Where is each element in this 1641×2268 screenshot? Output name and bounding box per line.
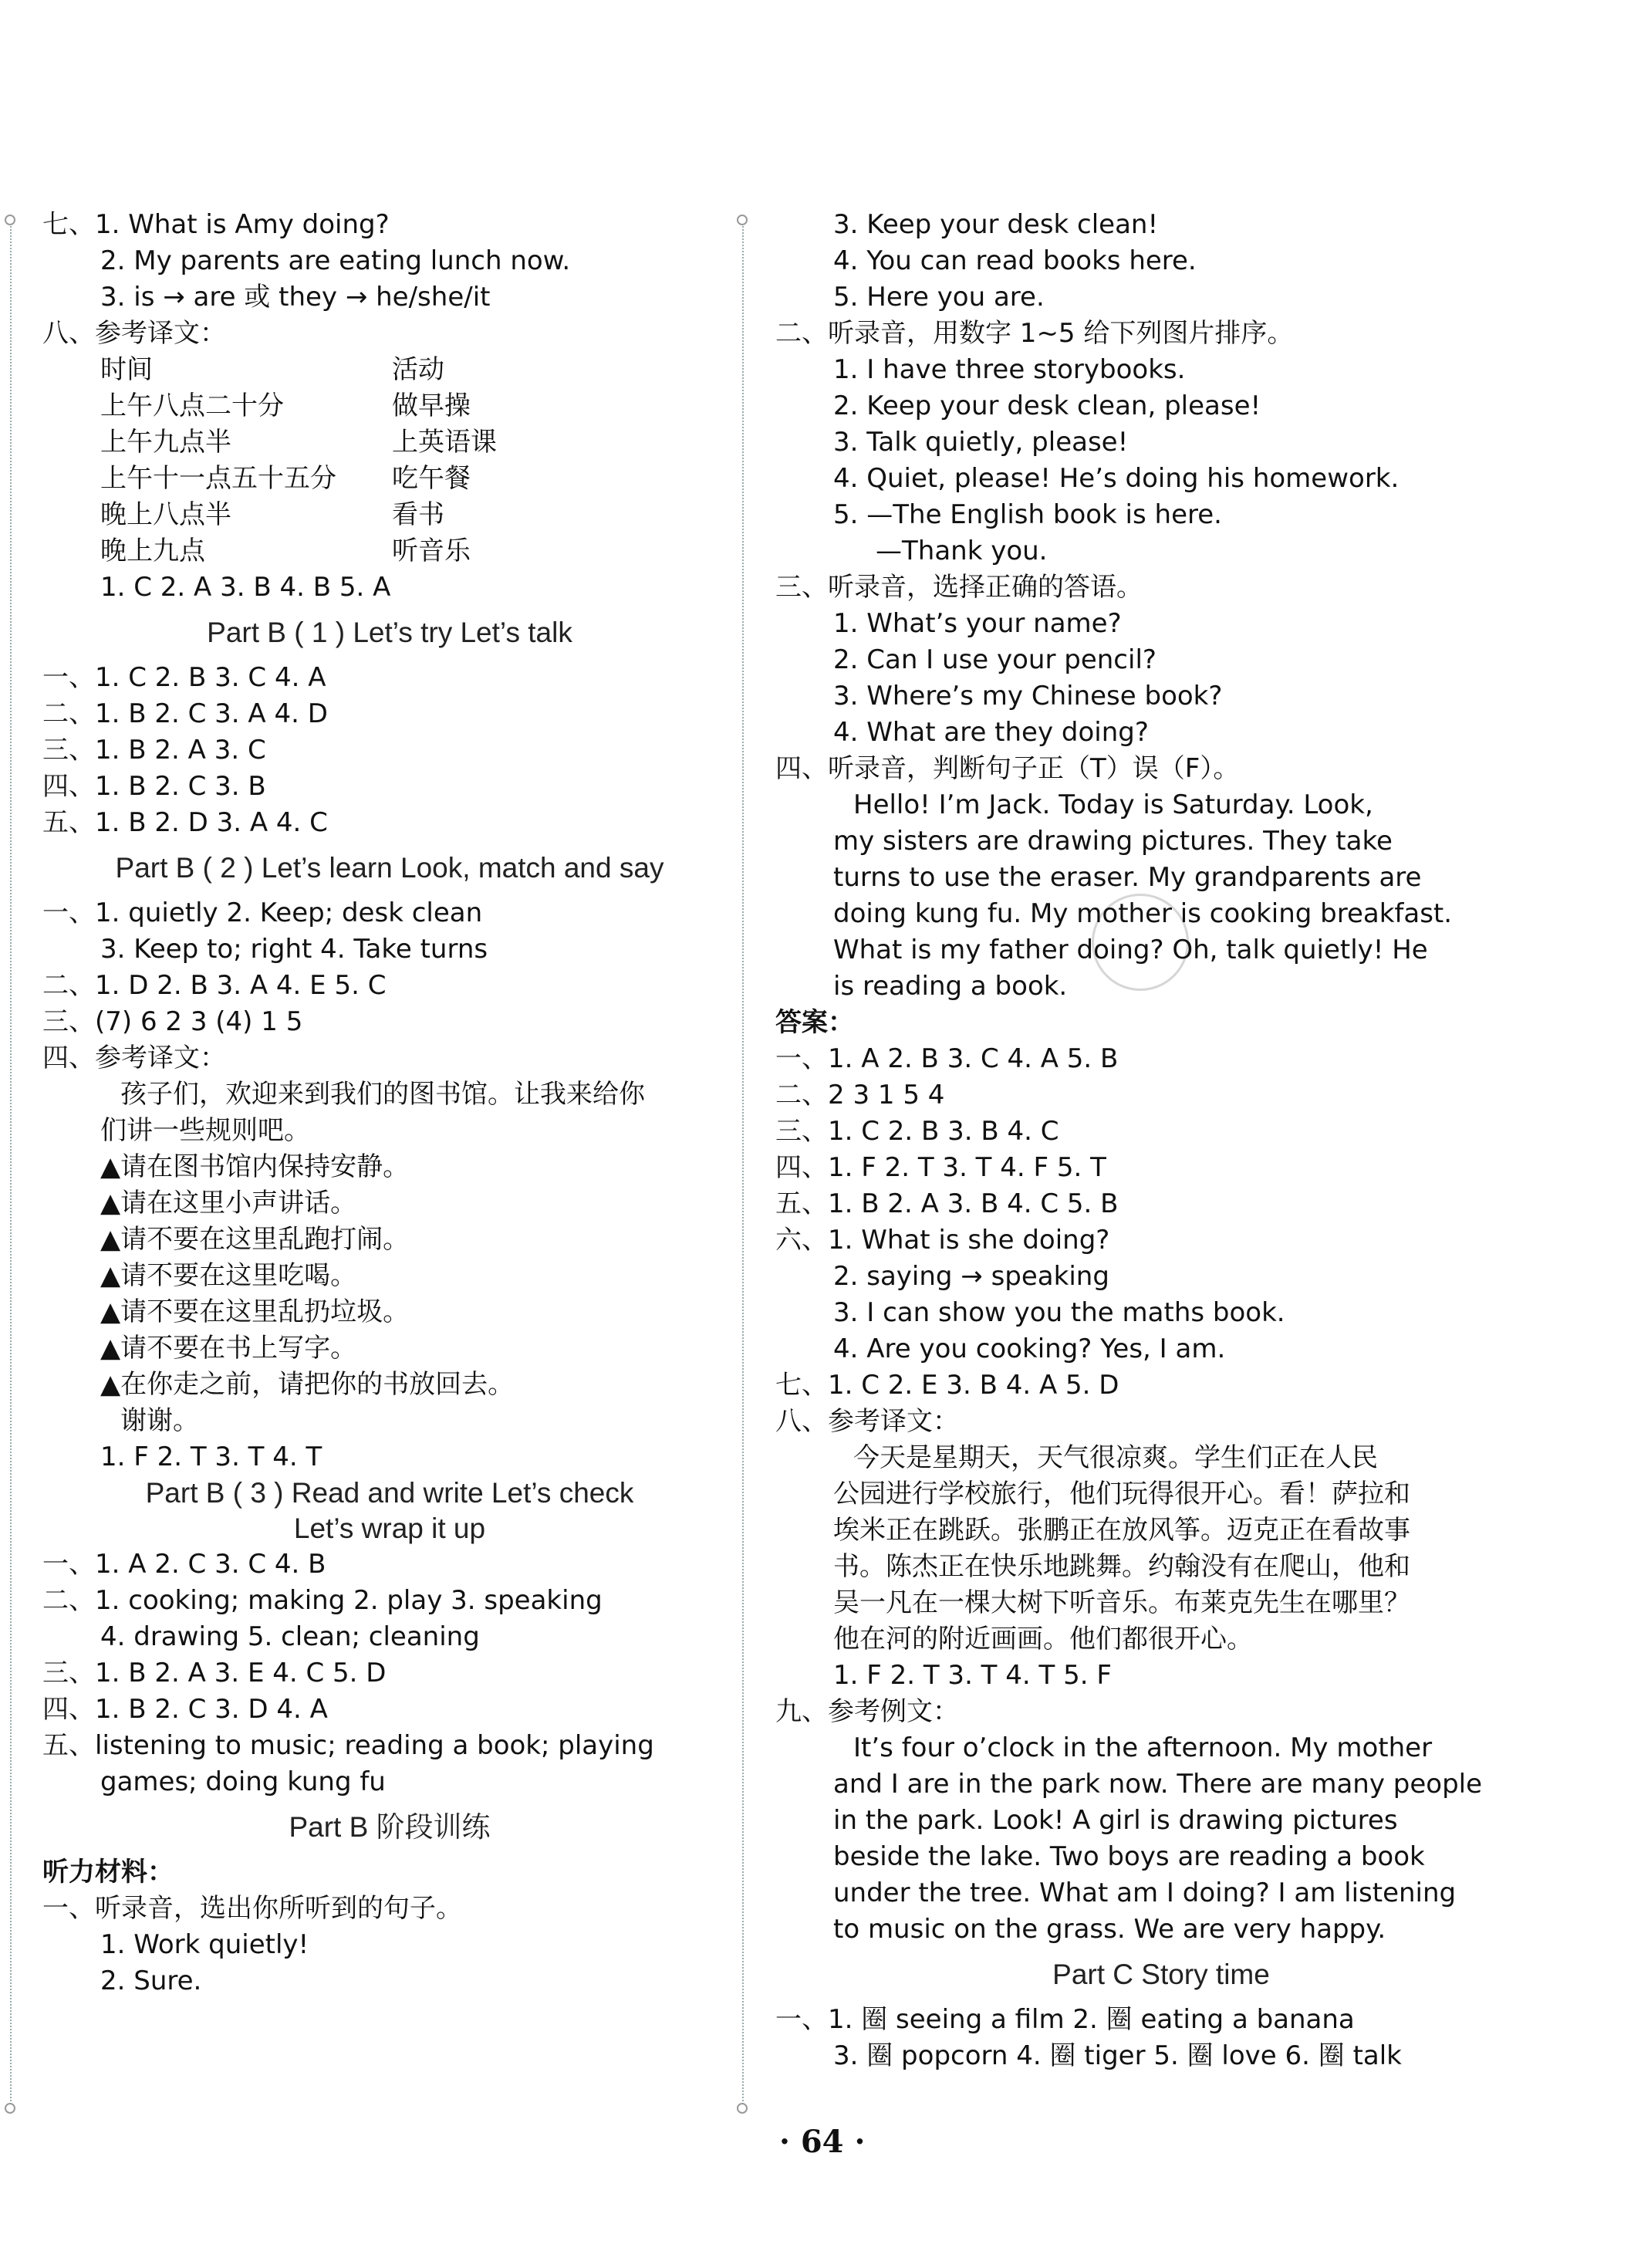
answer-line: 3. is → are 或 they → he/she/it [100,282,491,313]
answer-line: 1. What’s your name? [833,608,1122,639]
answer-line: 1. F 2. T 3. T 4. T 5. F [833,1660,1112,1691]
answer-line: 书。陈杰正在快乐地跳舞。约翰没有在爬山，他和 [833,1551,1410,1582]
answer-line: 1. C 2. A 3. B 4. B 5. A [100,572,391,603]
answer-line: 二、1. B 2. C 3. A 4. D [42,698,328,729]
answer-line: 三、1. C 2. B 3. B 4. C [775,1116,1059,1147]
answer-line: 听力材料： [42,1857,174,1888]
answer-line: ▲请在图书馆内保持安静。 [100,1151,410,1182]
answer-line: 5. —The English book is here. [833,499,1222,530]
answer-line: 五、1. B 2. D 3. A 4. C [42,807,328,838]
schedule-time: 晚上九点 [100,536,205,566]
answer-line: 四、听录音，判断句子正（T）误（F）。 [775,753,1240,784]
answer-line: 2. My parents are eating lunch now. [100,245,571,276]
schedule-row [42,388,737,424]
answer-line: ▲请不要在这里吃喝。 [100,1260,357,1291]
binding-hole-left-bottom [5,2103,15,2114]
answer-line: 四、1. B 2. C 3. D 4. A [42,1694,328,1725]
answer-line: 5. Here you are. [833,282,1045,313]
answer-line: to music on the grass. We are very happy. [833,1914,1386,1945]
answer-line: 一、1. quietly 2. Keep; desk clean [42,897,483,928]
answer-line: ▲请不要在书上写字。 [100,1333,357,1364]
answer-line: 们讲一些规则吧。 [100,1115,310,1146]
answer-line: 3. 圈 popcorn 4. 圈 tiger 5. 圈 love 6. 圈 talk [833,2040,1402,2071]
schedule-activity: 做早操 [392,390,471,421]
answer-line: 四、1. B 2. C 3. B [42,771,266,802]
answer-line: ▲请在这里小声讲话。 [100,1188,357,1219]
answer-line: 九、参考例文： [775,1696,959,1727]
left-column [42,207,737,1999]
schedule-time: 上午九点半 [100,427,231,458]
answer-line: 1. I have three storybooks. [833,354,1186,385]
section-heading: Part B ( 1 ) Let’s try Let’s talk [207,617,572,648]
right-column [775,207,1547,2074]
answer-line: 二、1. cooking; making 2. play 3. speaking [42,1585,603,1616]
answer-line: What is my father doing? Oh, talk quietly! He [833,935,1428,965]
schedule-row [42,497,737,533]
schedule-time: 上午八点二十分 [100,390,284,421]
answer-line: 二、1. D 2. B 3. A 4. E 5. C [42,970,387,1001]
answer-line: 一、1. 圈 seeing a film 2. 圈 eating a banana [775,2004,1355,2035]
answer-line: 3. Keep your desk clean! [833,209,1159,240]
answer-line: 五、1. B 2. A 3. B 4. C 5. B [775,1188,1119,1219]
answer-line: under the tree. What am I doing? I am listening [833,1878,1457,1908]
answer-line: It’s four o’clock in the afternoon. My mother [853,1732,1433,1763]
schedule-activity: 活动 [392,354,444,385]
schedule-time: 晚上八点半 [100,499,231,530]
answer-line: 谢谢。 [120,1405,199,1436]
answer-line: 八、参考译文： [775,1406,959,1437]
answer-line: 今天是星期天，天气很凉爽。学生们正在人民 [853,1442,1378,1473]
binding-rail-center [742,220,744,2111]
binding-hole-center-bottom [737,2103,748,2114]
answer-line: 埃米正在跳跃。张鹏正在放风筝。迈克正在看故事 [833,1515,1410,1546]
answer-line: 答案： [775,1007,854,1038]
answer-line: 八、参考译文： [42,318,226,349]
schedule-row [42,352,737,388]
answer-line: 孩子们，欢迎来到我们的图书馆。让我来给你 [120,1079,645,1110]
answer-line: 2. Can I use your pencil? [833,644,1156,675]
answer-line: 4. Quiet, please! He’s doing his homework. [833,463,1400,494]
answer-line: ▲请不要在这里乱跑打闹。 [100,1224,410,1255]
answer-line: Hello! I’m Jack. Today is Saturday. Look, [853,789,1373,820]
schedule-row [42,461,737,497]
answer-line: doing kung fu. My mother is cooking breakfast. [833,898,1453,929]
answer-line: 4. drawing 5. clean; cleaning [100,1621,480,1652]
answer-line: 一、1. A 2. B 3. C 4. A 5. B [775,1043,1119,1074]
answer-line: 六、1. What is she doing? [775,1225,1110,1256]
answer-line: games; doing kung fu [100,1766,386,1797]
answer-line: 七、1. C 2. E 3. B 4. A 5. D [775,1370,1119,1401]
answer-line: 一、1. C 2. B 3. C 4. A [42,662,326,693]
answer-line: 二、2 3 1 5 4 [775,1080,945,1110]
answer-line: ▲在你走之前，请把你的书放回去。 [100,1369,515,1400]
answer-line: 2. saying → speaking [833,1261,1109,1292]
answer-line: 2. Sure. [100,1965,202,1996]
section-heading: Let’s wrap it up [293,1513,486,1544]
answer-line: 4. You can read books here. [833,245,1197,276]
schedule-activity: 听音乐 [392,536,471,566]
schedule-row [42,424,737,461]
schedule-time: 时间 [100,354,153,385]
answer-line: 二、听录音，用数字 1~5 给下列图片排序。 [775,318,1294,349]
schedule-activity: 上英语课 [392,427,497,458]
schedule-time: 上午十一点五十五分 [100,463,336,494]
section-heading: Part C Story time [1052,1959,1270,1990]
section-heading: Part B ( 2 ) Let’s learn Look, match and say [115,852,664,884]
answer-line: 1. Work quietly! [100,1929,309,1960]
section-heading: Part B ( 3 ) Read and write Let’s check [145,1477,634,1509]
answer-line: 1. F 2. T 3. T 4. T [100,1442,322,1472]
answer-line: 吴一凡在一棵大树下听音乐。布莱克先生在哪里？ [833,1587,1410,1618]
answer-line: in the park. Look! A girl is drawing pictures [833,1805,1398,1836]
answer-line: 3. Keep to; right 4. Take turns [100,934,488,965]
section-heading: Part B 阶段训练 [289,1811,491,1843]
page-number: · 64 · [779,2124,866,2160]
answer-line: beside the lake. Two boys are reading a book [833,1841,1425,1872]
answer-line: 五、listening to music; reading a book; playing [42,1730,654,1761]
answer-line: ▲请不要在这里乱扔垃圾。 [100,1296,410,1327]
answer-line: and I are in the park now. There are many people [833,1769,1483,1800]
answer-line: 3. Where’s my Chinese book? [833,681,1223,711]
schedule-row [42,533,737,570]
answer-line: 三、(7) 6 2 3 (4) 1 5 [42,1006,303,1037]
answer-line: 公园进行学校旅行，他们玩得很开心。看！萨拉和 [833,1479,1410,1509]
answer-line: 一、1. A 2. C 3. C 4. B [42,1549,326,1580]
answer-line: 三、1. B 2. A 3. C [42,735,266,766]
binding-rail-left [10,220,12,2111]
binding-hole-left-top [5,215,15,225]
schedule-activity: 看书 [392,499,444,530]
answer-line: 3. I can show you the maths book. [833,1297,1285,1328]
answer-line: 4. Are you cooking? Yes, I am. [833,1333,1226,1364]
schedule-activity: 吃午餐 [392,463,471,494]
answer-line: 2. Keep your desk clean, please! [833,390,1261,421]
answer-line: —Thank you. [876,536,1048,566]
answer-line: 4. What are they doing? [833,717,1149,748]
answer-line: 他在河的附近画画。他们都很开心。 [833,1624,1253,1655]
answer-line: 四、参考译文： [42,1043,226,1073]
answer-line: 七、1. What is Amy doing? [42,209,390,240]
answer-line: turns to use the eraser. My grandparents are [833,862,1422,893]
answer-line: is reading a book. [833,971,1068,1002]
answer-line: 四、1. F 2. T 3. T 4. F 5. T [775,1152,1106,1183]
answer-line: 三、听录音，选择正确的答语。 [775,572,1143,603]
answer-line: 一、听录音，选出你所听到的句子。 [42,1893,462,1924]
binding-hole-center-top [737,215,748,225]
answer-line: my sisters are drawing pictures. They take [833,826,1393,857]
answer-line: 3. Talk quietly, please! [833,427,1129,458]
answer-line: 三、1. B 2. A 3. E 4. C 5. D [42,1658,387,1688]
